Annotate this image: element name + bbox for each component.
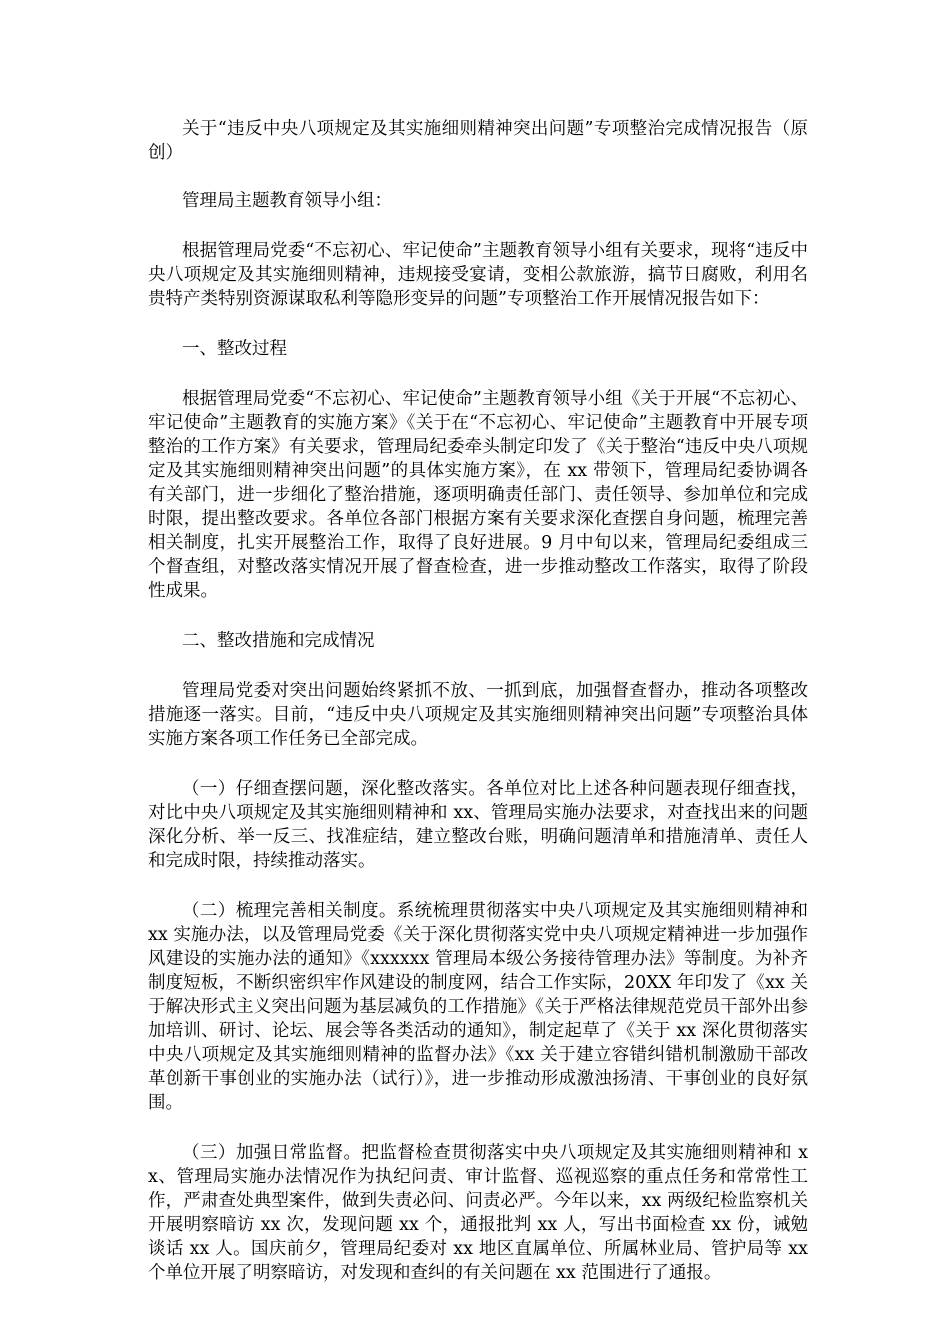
document-title: 关于“违反中央八项规定及其实施细则精神突出问题”专项整治完成情况报告（原创） xyxy=(148,119,808,163)
measure-3-paragraph: （三）加强日常监督。把监督检查贯彻落实中央八项规定及其实施细则精神和 xx、管理局实施办法情况作为执纪问责、审计监督、巡视巡察的重点任务和常常性工作，严肃查处典型案件，做到失责必问、问责必严。今年以来，xx 两级纪检监察机关开展明察暗访 xx 次，发现问题 xx 个，通报批判 xx 人，写出书面检查 xx 份，诫勉谈话 xx 人。国庆前夕，管理局纪委对 xx 地区直属单位、所属林业局、管护局等 xx 个单位开展了明察暗访，对发现和查纠的有关问题在 xx 范围进行了通报。 xyxy=(148,1143,808,1283)
section-heading-2: 二、整改措施和完成情况 xyxy=(182,631,375,651)
section-2-paragraph: 管理局党委对突出问题始终紧抓不放、一抓到底，加强督查督办，推动各项整改措施逐一落实。目前，“违反中央八项规定及其实施细则精神突出问题”专项整治具体实施方案各项工作任务已全部完成。 xyxy=(148,681,808,749)
measure-2-paragraph: （二）梳理完善相关制度。系统梳理贯彻落实中央八项规定及其实施细则精神和 xx 实施办法，以及管理局党委《关于深化贯彻落实党中央八项规定精神进一步加强作风建设的实施办法的通知》《xxxxxx 管理局本级公务接待管理办法》等制度。为补齐制度短板，不断织密织牢作风建设的制度网，结合工作实际，20XX 年印发了《xx 关于解决形式主义突出问题为基层减负的工作措施》《关于严格法律规范党员干部外出参加培训、研讨、论坛、展会等各类活动的通知》，制定起草了《关于 xx 深化贯彻落实中央八项规定及其实施细则精神的监督办法》《xx 关于建立容错纠错机制激励干部改革创新干事创业的实施办法（试行）》，进一步推动形成激浊扬清、干事创业的良好氛围。 xyxy=(148,901,808,1113)
document-body xyxy=(148,117,808,1311)
section-1-paragraph: 根据管理局党委“不忘初心、牢记使命”主题教育领导小组《关于开展“不忘初心、牢记使命”主题教育的实施方案》《关于在“不忘初心、牢记使命”主题教育中开展专项整治的工作方案》有关要求，管理局纪委牵头制定印发了《关于整治“违反中央八项规定及其实施细则精神突出问题”的具体实施方案》，在 xx 带领下，管理局纪委协调各有关部门，进一步细化了整治措施，逐项明确责任部门、责任领导、参加单位和完成时限，提出整改要求。各单位各部门根据方案有关要求深化查摆自身问题，梳理完善相关制度，扎实开展整治工作，取得了良好进展。9 月中旬以来，管理局纪委组成三个督查组，对整改落实情况开展了督查检查，进一步推动整改工作落实，取得了阶段性成果。 xyxy=(148,389,808,601)
measure-1-paragraph: （一）仔细查摆问题，深化整改落实。各单位对比上述各种问题表现仔细查找，对比中央八项规定及其实施细则精神和 xx、管理局实施办法要求，对查找出来的问题深化分析、举一反三、找准症结，建立整改台账，明确问题清单和措施清单、责任人和完成时限，持续推动落实。 xyxy=(148,779,808,871)
intro-paragraph: 根据管理局党委“不忘初心、牢记使命”主题教育领导小组有关要求，现将“违反中央八项规定及其实施细则精神，违规接受宴请，变相公款旅游，搞节日腐败，利用名贵特产类特别资源谋取私利等隐形变异的问题”专项整治工作开展情况报告如下： xyxy=(148,241,808,309)
addressee: 管理局主题教育领导小组： xyxy=(182,191,392,211)
section-heading-1: 一、整改过程 xyxy=(182,339,287,359)
